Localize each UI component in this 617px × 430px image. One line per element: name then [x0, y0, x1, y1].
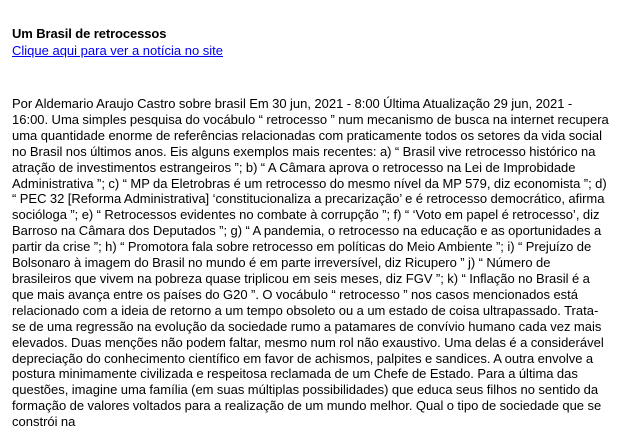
- article-title: Um Brasil de retrocessos: [12, 26, 167, 41]
- article-page: [12, 26, 610, 430]
- article-body: Por Aldemario Araujo Castro sobre brasil Em 30 jun, 2021 - 8:00 Última Atualização 29 jun, 2021 - 16:00. Uma simples pesquisa do vocábulo “ retrocesso ” num mecanismo de busca na internet recupera uma quantidade enorme de referências relacionadas com praticamente todos os setores da vida social no Brasil nos últimos anos. Eis alguns exemplos mais recentes: a) “ Brasil vive retrocesso histórico na atração de investimentos estrangeiros ”; b) “ A Câmara aprova o retrocesso na Lei de Improbidade Administrativa ”; c) “ MP da Eletrobras é um retrocesso do mesmo nível da MP 579, diz economista ”; d) “ PEC 32 [Reforma Administrativa] ‘constitucionaliza a precarização’ e é retrocesso democrático, afirma socióloga ”; e) “ Retrocessos evidentes no combate à corrupção ”; f) “ ‘Voto em papel é retrocesso’, diz Barroso na Câmara dos Deputados ”; g) “ A pandemia, o retrocesso na educação e as oportunidades a partir da crise ”; h) “ Promotora fala sobre retrocesso em políticas do Meio Ambiente ”; i) “ Prejuízo de Bolsonaro à imagem do Brasil no mundo é em parte irreversível, diz Ricupero ” j) “ Número de brasileiros que vivem na pobreza quase triplicou em seis meses, diz FGV ”; k) “ Inflação no Brasil é a que mais avança entre os países do G20 ”. O vocábulo “ retrocesso ” nos casos mencionados está relacionado com a ideia de retorno a um tempo obsoleto ou a um estado de coisa ultrapassado. Trata-se de uma regressão na evolução da sociedade rumo a patamares de convívio humano cada vez mais elevados. Duas menções não podem faltar, mesmo num rol não exaustivo. Uma delas é a considerável depreciação do conhecimento científico em favor de achismos, palpites e sandices. A outra envolve a postura minimamente civilizada e respeitosa reclamada de um Chefe de Estado. Para a última das questões, imagine uma família (em suas múltiplas possibilidades) que educa seus filhos no sentido da formação de valores voltados para a realização de um mundo melhor. Qual o tipo de sociedade que se constrói na: [12, 96, 609, 430]
- view-news-link[interactable]: Clique aqui para ver a notícia no site: [12, 43, 224, 58]
